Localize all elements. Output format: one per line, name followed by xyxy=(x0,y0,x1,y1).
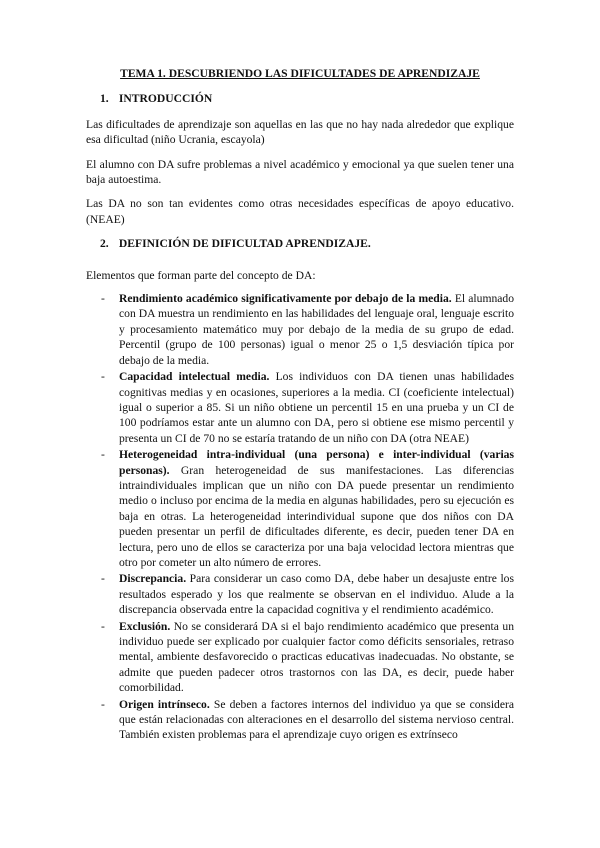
intro-paragraph-1: Las dificultades de aprendizaje son aquellas en las que no hay nada alrededor que explique esa dificultad (niño Ucrania, escayola) xyxy=(86,117,514,147)
intro-paragraph-2: El alumno con DA sufre problemas a nivel académico y emocional ya que suelen tener una baja autoestima. xyxy=(86,157,514,187)
list-dash: - xyxy=(101,292,105,306)
list-dash: - xyxy=(101,448,105,462)
item-text: No se considerará DA si el bajo rendimiento académico que presenta un individuo puede ser explicado por cualquier factor como déficits sensoriales, retraso mental, ambiente desfavorecido o practicas educativas inadecuadas. No obstante, se admite que pueden padecer otros trastornos con las DA, es decir, puede haber comorbilidad. xyxy=(119,619,514,695)
elements-intro: Elementos que forman parte del concepto de DA: xyxy=(86,268,316,282)
list-dash: - xyxy=(101,697,105,711)
list-item xyxy=(101,619,514,696)
item-term: Heterogeneidad intra-individual (una persona) e inter-individual (varias personas). xyxy=(119,448,514,477)
list-item xyxy=(101,697,514,743)
item-term: Exclusión. xyxy=(119,619,171,633)
item-term: Discrepancia. xyxy=(119,572,187,586)
item-term: Rendimiento académico significativamente por debajo de la media. xyxy=(119,292,452,306)
section-1-number: 1. xyxy=(100,92,109,106)
list-item xyxy=(101,571,514,617)
section-2-heading xyxy=(86,236,514,251)
item-text: Los individuos con DA tienen unas habilidades cognitivas medias y en ocasiones, superiores a la media. CI (coeficiente intelectual) igual o superior a 85. Si un niño obtiene un percentil 15 en una prueba y un CI de 100 podríamos estar ante un alumno con DA, pero si obtiene ese mismo percentil y presenta un CI de 70 no se estaría tratando de un niño con DA (otra NEAE) xyxy=(119,370,514,445)
section-1-title: INTRODUCCIÓN xyxy=(118,92,213,106)
list-dash: - xyxy=(101,572,105,586)
section-1-heading xyxy=(86,91,514,106)
list-item xyxy=(101,447,514,570)
section-2-title: DEFINICIÓN DE DIFICULTAD APRENDIZAJE. xyxy=(118,237,371,251)
item-text: Se deben a factores internos del individuo ya que se considera que están relacionadas con alteraciones en el desarrollo del sistema nervioso central. También existen problemas para el aprendizaje cuyo origen es extrínseco xyxy=(119,697,514,742)
document-title: TEMA 1. DESCUBRIENDO LAS DIFICULTADES DE APRENDIZAJE xyxy=(120,67,480,80)
list-item xyxy=(101,369,514,446)
elements-list xyxy=(86,291,514,743)
item-term: Origen intrínseco. xyxy=(119,697,210,711)
section-2-number: 2. xyxy=(100,237,109,251)
intro-paragraph-3: Las DA no son tan evidentes como otras necesidades específicas de apoyo educativo. (NEAE) xyxy=(86,197,514,226)
item-text: El alumnado con DA muestra un rendimiento en las habilidades del lenguaje oral, lenguaje escrito y procesamiento matemático muy por debajo de la media de su grupo de edad. Percentil (grupo de 100 personas) igual o menor 25 o 1,5 desviación típica por debajo de la media. xyxy=(119,292,514,367)
item-text: Para considerar un caso como DA, debe haber un desajuste entre los resultados esperado y los que realmente se observan en el individuo. Alude a la discrepancia observada entre la capacidad cognitiva y el rendimiento académico. xyxy=(119,572,514,617)
list-dash: - xyxy=(101,370,105,384)
list-dash: - xyxy=(101,619,105,633)
item-text: Gran heterogeneidad de sus manifestaciones. Las diferencias intraindividuales implican que un niño con DA puede presentar un rendimiento medio o incluso por encima de la media en algunas habilidades, pero su ejecución es baja en otras. La heterogeneidad interindividual supone que dos niños con DA pueden presentar un perfil de dificultades diferente, es decir, pueden tener DA en lectura, pero uno de ellos se caracteriza por una baja velocidad lectora mientras que otro por cometer un alto número de errores. xyxy=(119,463,514,569)
item-term: Capacidad intelectual media. xyxy=(119,370,270,384)
document-content xyxy=(86,66,514,744)
list-item xyxy=(101,291,514,368)
